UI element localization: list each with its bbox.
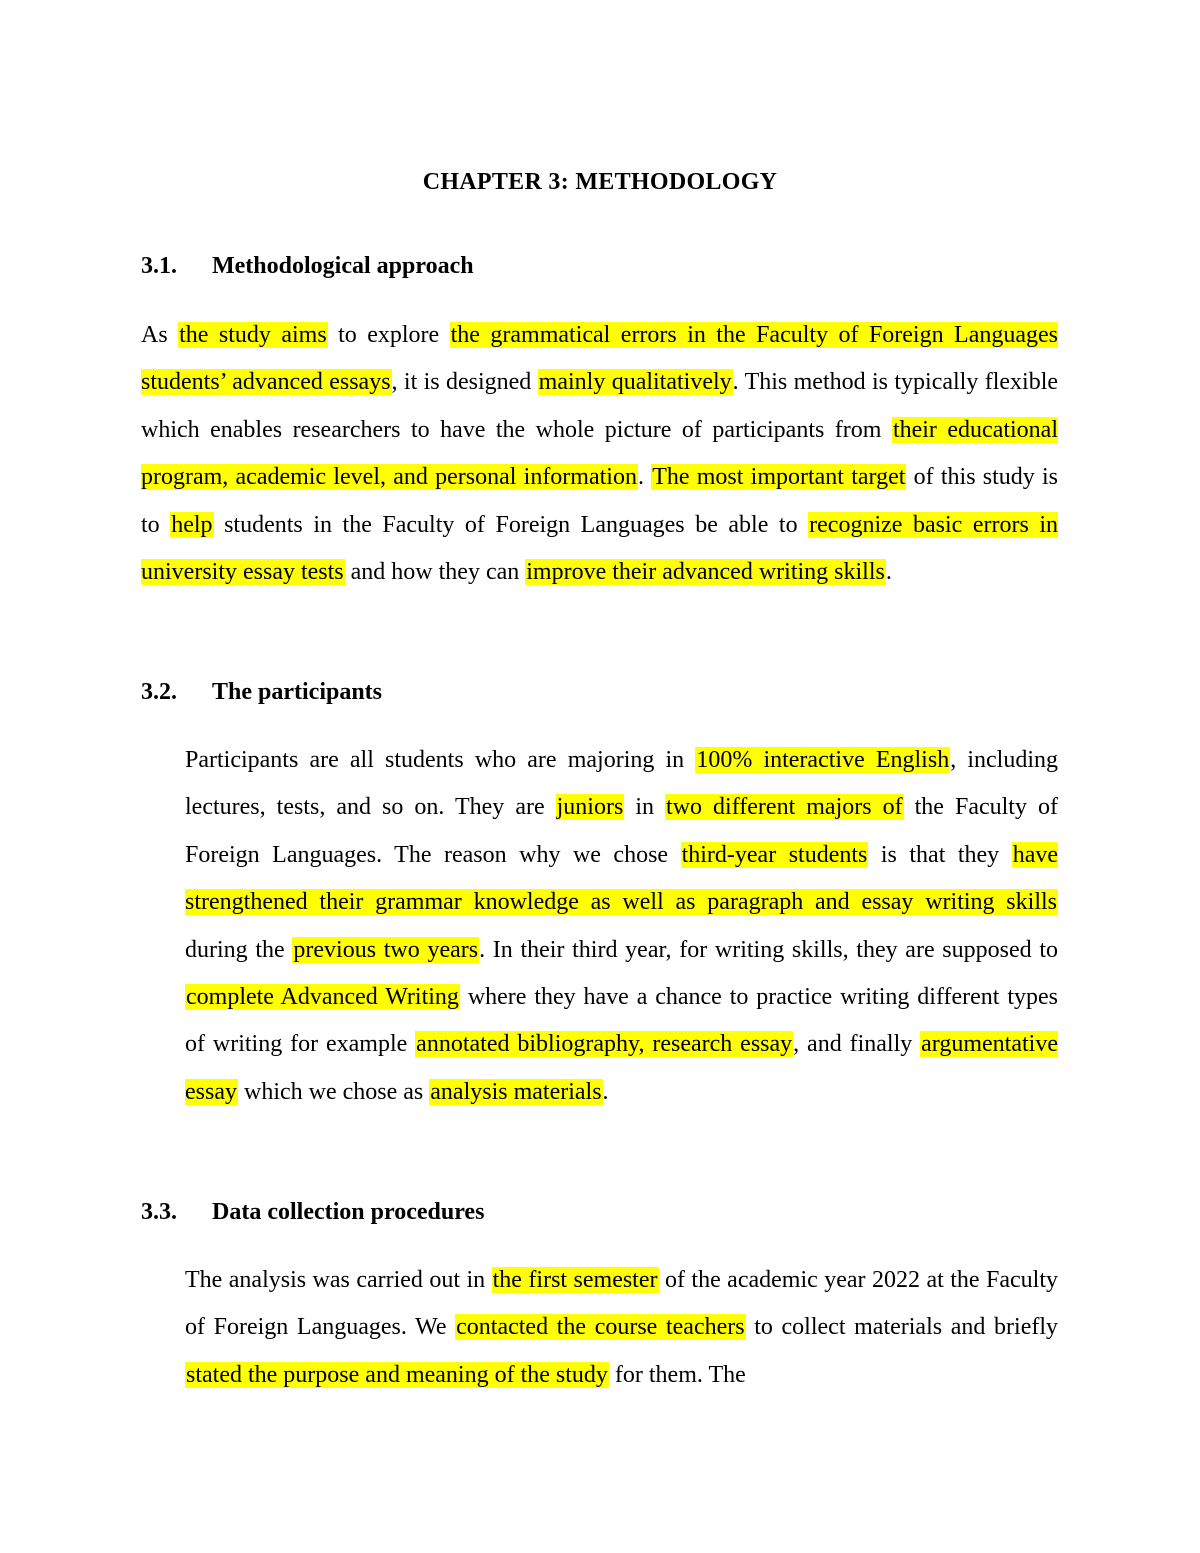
highlighted-text: annotated bibliography, research essay: [416, 1031, 793, 1058]
highlighted-text: complete Advanced Writing: [186, 984, 459, 1011]
highlighted-text: two different majors of: [666, 794, 903, 821]
section-title: Data collection procedures: [212, 1199, 485, 1225]
paragraph-text: in: [624, 794, 666, 821]
highlighted-text: the grammatical errors in the Faculty of Foreign Languages students’ advanced essays: [141, 322, 1059, 396]
section-paragraph-3-1: [141, 312, 1058, 596]
highlighted-text: contacted the course teachers: [456, 1314, 745, 1341]
paragraph-text: the Faculty of Foreign Languages. The reason why we chose: [185, 794, 1058, 868]
highlighted-text: argumentative essay: [185, 1031, 1058, 1105]
paragraph-text: to collect materials and briefly: [745, 1314, 1059, 1341]
highlighted-text: help: [171, 511, 213, 538]
paragraph-text: is that they: [868, 841, 1012, 868]
paragraph-text: where they have a chance to practice writing different types of writing for example: [185, 984, 1058, 1058]
paragraph-text: The analysis was carried out in: [185, 1267, 492, 1293]
highlighted-text: the first semester: [492, 1267, 658, 1293]
highlighted-text: third-year students: [681, 841, 868, 868]
section-paragraph-3-3: [185, 1257, 1058, 1399]
paragraph-text: which we chose as: [237, 1078, 430, 1105]
highlighted-text: The most important target: [652, 464, 906, 491]
highlighted-text: improve their advanced writing skills: [526, 559, 885, 586]
section-paragraph-3-2: [185, 737, 1058, 1116]
paragraph-text: Participants are all students who are majoring in: [185, 747, 696, 773]
section-number: 3.1.: [141, 253, 177, 279]
section-title: Methodological approach: [212, 253, 474, 279]
paragraph-text: to explore: [327, 322, 450, 348]
paragraph-text: As: [141, 322, 179, 348]
highlighted-text: analysis materials: [430, 1078, 602, 1105]
section-heading-3-3: [141, 1196, 484, 1228]
paragraph-text: students in the Faculty of Foreign Languages be able to: [213, 511, 809, 538]
section-heading-3-2: [141, 676, 382, 708]
highlighted-text: the study aims: [179, 322, 327, 348]
section-heading-3-1: [141, 250, 474, 282]
paragraph-text: , and finally: [793, 1031, 921, 1058]
paragraph-text: . This method is typically flexible which enables researchers to have the whole picture of participants from: [141, 369, 1059, 443]
section-number: 3.3.: [141, 1199, 177, 1225]
paragraph-text: .: [602, 1078, 609, 1105]
highlighted-text: juniors: [556, 794, 624, 821]
paragraph-text: during the: [185, 936, 293, 963]
paragraph-text: , including lectures, tests, and so on. They are: [185, 747, 1058, 821]
highlighted-text: 100% interactive English: [696, 747, 950, 773]
paragraph-text: . In their third year, for writing skills, they are supposed to: [479, 936, 1059, 963]
chapter-title: CHAPTER 3: METHODOLOGY: [422, 169, 778, 195]
highlighted-text: their educational program, academic level, and personal information: [141, 416, 1059, 491]
highlighted-text: mainly qualitatively: [538, 369, 732, 396]
highlighted-text: recognize basic errors in university essay tests: [141, 511, 1059, 586]
highlighted-text: have strengthened their grammar knowledge as well as paragraph and essay writing skills: [185, 841, 1058, 916]
paragraph-text: .: [885, 559, 892, 586]
paragraph-text: , it is designed: [391, 369, 538, 396]
paragraph-text: for them. The: [608, 1361, 746, 1388]
paragraph-text: of the academic year 2022 at the Faculty of Foreign Languages. We: [185, 1267, 1058, 1341]
paragraph-text: .: [637, 464, 652, 491]
section-title: The participants: [212, 679, 383, 705]
highlighted-text: previous two years: [293, 936, 479, 963]
highlighted-text: stated the purpose and meaning of the study: [186, 1361, 608, 1388]
paragraph-text: of this study is to: [141, 464, 1059, 538]
paragraph-text: and how they can: [344, 559, 526, 586]
section-number: 3.2.: [141, 679, 177, 705]
